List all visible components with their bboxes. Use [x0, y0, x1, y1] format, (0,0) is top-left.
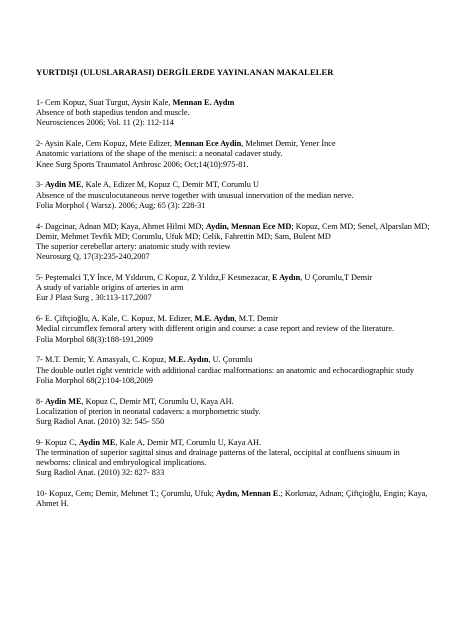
publication-journal: Folia Morphol 68(3):188-191,2009 — [36, 334, 153, 344]
publication-title: The superior cerebellar artery: anatomic study with review — [36, 242, 231, 252]
publication-authors — [36, 397, 436, 407]
highlighted-author: Aydin, Mennan Ece MD — [205, 221, 292, 231]
highlighted-author: Aydin ME — [78, 437, 116, 447]
publication-entry — [36, 397, 436, 428]
publication-title: Absence of the musculocutaneous nerve together with unusual innervation of the median nerve. — [36, 190, 354, 200]
highlighted-author: Mennan Ece Aydin — [174, 139, 242, 149]
publication-title: A study of variable origins of arteries in arm — [36, 283, 184, 293]
author-text: , M.T. Demir — [234, 314, 279, 324]
highlighted-author: M.E. Aydın — [194, 314, 235, 324]
author-text: 3- — [36, 180, 45, 190]
publication-list — [36, 98, 436, 520]
highlighted-author: Aydın, Mennan E — [216, 489, 279, 499]
author-text: ; Kopuz, Cem MD; Senel, Alparslan MD; Demir, Mehmet Tevfik MD; Corumlu, Ufuk MD; Celik, Fahrettin MD; Sam, Bulent MD — [36, 221, 430, 241]
publication-title: The termination of superior sagittal sinus and drainage patterns of the lateral, occipital at confluens sinuum in newborns: clinical and embryological implications. — [36, 448, 400, 468]
author-text: , U Çorumlu,T Demir — [300, 273, 373, 283]
author-text: 8- — [36, 396, 45, 406]
publication-authors — [36, 273, 436, 283]
author-text: 4- Dagcinar, Adnan MD; Kaya, Ahmet Hilmi MD; — [36, 221, 206, 231]
author-text: 7- M.T. Demir, Y. Amasyalı, C. Kopuz, — [36, 355, 169, 365]
author-text: 1- Cem Kopuz, Suat Turgut, Aysin Kale, — [36, 98, 173, 107]
author-text: 9- Kopuz C, — [36, 437, 79, 447]
publication-title: Absence of both stapedius tendon and muscle. — [36, 108, 190, 118]
publication-entry — [36, 222, 436, 263]
highlighted-author: M.E. Aydın — [168, 355, 209, 365]
author-text: 5- Peştemalci T,Y İnce, M Yıldırım, C Kopuz, Z Yıldız,F Kesmezacar, — [36, 273, 272, 283]
publication-title: The double outlet right ventricle with additional cardiac malformations: an anatomic and echocardiographic study — [36, 365, 415, 375]
author-text: 6- E. Çiftçioğlu, A. Kale, C. Kopuz, M. Edizer, — [36, 314, 195, 324]
publication-journal: Folia Morphol 68(2):104-108,2009 — [36, 375, 153, 385]
publication-authors — [36, 98, 436, 108]
author-text: , Kale A, Demir MT, Corumlu U, Kaya AH. — [115, 437, 262, 447]
publication-journal: Eur J Plast Surg , 30:113-117,2007 — [36, 293, 152, 303]
author-text: , U. Çorumlu — [208, 355, 253, 365]
author-text: .; Korkmaz, Adnan; Çiftçioğlu, Engin; Kaya, Ahmet H. — [36, 489, 428, 509]
publication-authors — [36, 180, 436, 190]
highlighted-author: Aydin ME — [45, 180, 82, 190]
author-text: , Kale A, Edizer M, Kopuz C, Demir MT, Corumlu U — [81, 180, 260, 190]
publication-title: Medial circumflex femoral artery with different origin and course: a case report and review of the literature. — [36, 324, 395, 334]
highlighted-author: Aydin ME — [45, 396, 82, 406]
publication-authors — [36, 355, 436, 365]
author-text: 2- Aysin Kale, Cem Kopuz, Mete Edizer, — [36, 139, 175, 149]
publication-authors — [36, 489, 436, 509]
publication-entry — [36, 314, 436, 345]
publication-journal: Surg Radiol Anat. (2010) 32: 827- 833 — [36, 468, 165, 478]
publication-journal: Neurosurg Q, 17(3):235-240,2007 — [36, 252, 150, 262]
publication-journal: Neurosciences 2006; Vol. 11 (2): 112-114 — [36, 118, 174, 128]
publication-journal: Knee Surg Sports Traumatol Arthrosc 2006; Oct;14(10):975-81. — [36, 159, 249, 169]
page-heading: YURTDIŞI (ULUSLARARASI) DERGİLERDE YAYINLANAN MAKALELER — [36, 67, 334, 77]
publication-title: Anatomic variations of the shape of the menisci: a neonatal cadaver study. — [36, 149, 283, 159]
publication-entry — [36, 489, 436, 509]
author-text: 10- Kopuz, Cem; Demir, Mehmet T.; Çorumlu, Ufuk; — [36, 489, 217, 499]
publication-entry — [36, 355, 436, 386]
highlighted-author: E Aydın — [272, 273, 301, 283]
publication-authors — [36, 139, 436, 149]
publication-entry — [36, 273, 436, 304]
author-text: , Mehmet Demir, Yener İnce — [241, 139, 336, 149]
publication-journal: Surg Radiol Anat. (2010) 32: 545- 550 — [36, 417, 165, 427]
publication-authors — [36, 222, 436, 242]
publication-entry — [36, 139, 436, 170]
publication-entry — [36, 180, 436, 211]
publication-title: Localization of pterion in neonatal cadavers: a morphometric study. — [36, 406, 261, 416]
publication-journal: Folia Morphol ( Warsz). 2006; Aug; 65 (3): 228-31 — [36, 200, 206, 210]
publication-entry — [36, 98, 436, 129]
publication-entry — [36, 438, 436, 479]
publication-authors — [36, 438, 436, 448]
highlighted-author: Mennan E. Aydın — [172, 98, 235, 107]
publication-authors — [36, 314, 436, 324]
author-text: , Kopuz C, Demir MT, Corumlu U, Kaya AH. — [81, 396, 234, 406]
